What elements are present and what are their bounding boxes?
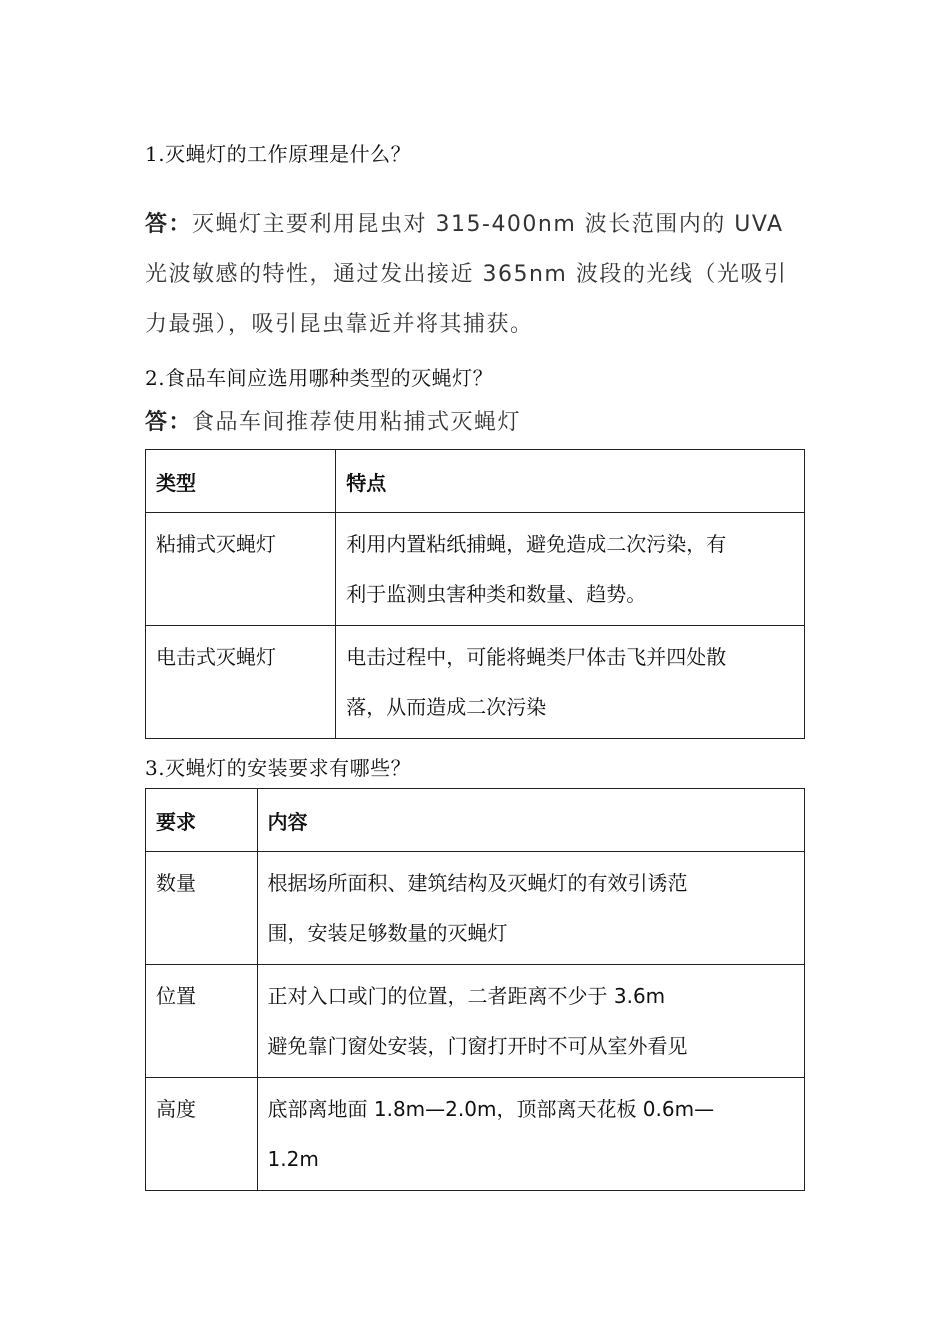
content-cell: [257, 1078, 804, 1191]
lamp-feature-cell: [336, 513, 805, 626]
table-header-content: 内容: [257, 789, 804, 852]
table-header-type: 类型: [146, 450, 336, 513]
question-1-answer: [145, 200, 805, 350]
content-line: 避免靠门窗处安装，门窗打开时不可从室外看见: [267, 1034, 688, 1058]
answer-1-line-2: 光波敏感的特性，通过发出接近 365nm 波段的光线（光吸引: [145, 262, 788, 287]
table-header-feature: 特点: [336, 450, 805, 513]
feature-line: 利于监测虫害种类和数量、趋势。: [346, 582, 647, 606]
feature-line: 电击过程中，可能将蝇类尸体击飞并四处散: [346, 645, 727, 669]
answer-2-text: 食品车间推荐使用粘捕式灭蝇灯: [192, 410, 522, 435]
answer-1-line-3: 力最强），吸引昆虫靠近并将其捕获。: [145, 312, 534, 337]
requirement-cell: 高度: [146, 1078, 258, 1191]
content-line: 围，安装足够数量的灭蝇灯: [267, 921, 508, 945]
question-3-heading: 3.灭蝇灯的安装要求有哪些？: [145, 756, 412, 780]
table-row: [146, 513, 805, 626]
answer-1-label: 答：: [145, 212, 193, 237]
answer-2-label: 答：: [145, 410, 193, 435]
question-2-answer: [145, 398, 805, 448]
content-line: 根据场所面积、建筑结构及灭蝇灯的有效引诱范: [267, 871, 688, 895]
table-row: [146, 626, 805, 739]
table-row: [146, 852, 805, 965]
table-row: [146, 1078, 805, 1191]
question-1-heading: 1.灭蝇灯的工作原理是什么？: [145, 142, 412, 166]
table-row: [146, 965, 805, 1078]
feature-line: 落，从而造成二次污染: [346, 695, 547, 719]
lamp-type-cell: 电击式灭蝇灯: [146, 626, 336, 739]
table-header-row: [146, 450, 805, 513]
feature-line: 利用内置粘纸捕蝇，避免造成二次污染，有: [346, 532, 727, 556]
requirement-cell: 数量: [146, 852, 258, 965]
answer-2-line: [145, 398, 805, 448]
installation-table: [145, 788, 805, 1191]
lamp-type-cell: 粘捕式灭蝇灯: [146, 513, 336, 626]
answer-1-line-1: [145, 200, 805, 250]
content-cell: [257, 852, 804, 965]
content-line: 底部离地面 1.8m—2.0m，顶部离天花板 0.6m—: [267, 1097, 715, 1121]
answer-1-text-1: 灭蝇灯主要利用昆虫对 315-400nm 波长范围内的 UVA: [192, 212, 784, 237]
table-header-row: [146, 789, 805, 852]
content-line: 1.2m: [267, 1147, 319, 1171]
table-header-requirement: 要求: [146, 789, 258, 852]
question-2-heading: 2.食品车间应选用哪种类型的灭蝇灯？: [145, 366, 494, 390]
content-cell: [257, 965, 804, 1078]
content-line: 正对入口或门的位置，二者距离不少于 3.6m: [267, 984, 666, 1008]
lamp-feature-cell: [336, 626, 805, 739]
lamp-type-table: [145, 449, 805, 739]
requirement-cell: 位置: [146, 965, 258, 1078]
